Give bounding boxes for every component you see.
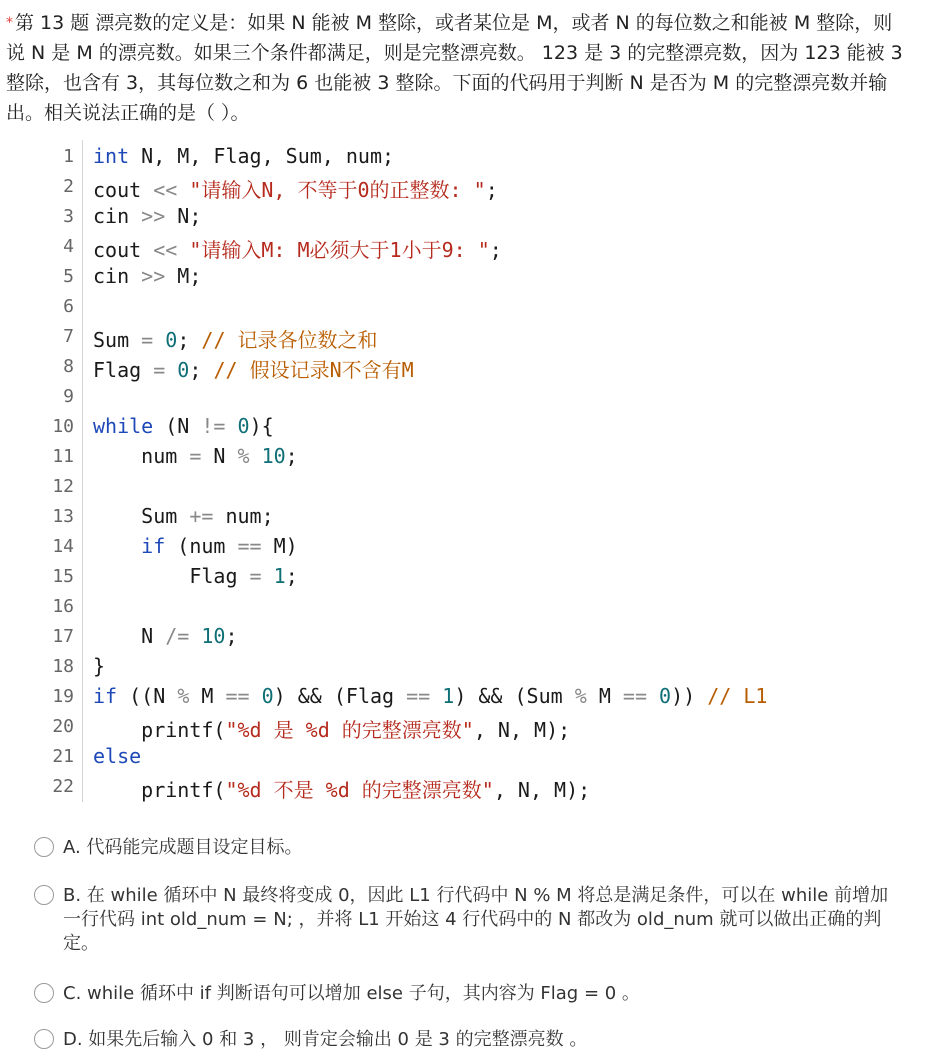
operator: >> <box>141 264 166 288</box>
code-line <box>93 174 498 203</box>
line-number: 5 <box>63 266 74 287</box>
radio-button[interactable] <box>34 1029 54 1049</box>
comment: // L1 <box>707 684 768 708</box>
line-number-gutter <box>28 140 83 802</box>
code-text: M; <box>165 264 202 288</box>
operator: << <box>153 178 178 202</box>
code-text: Sum <box>93 504 190 528</box>
number-literal: 0 <box>647 684 672 708</box>
code-text: ) && (Flag <box>273 684 407 708</box>
number-literal: 1 <box>430 684 455 708</box>
line-number: 13 <box>52 506 74 527</box>
number-literal: 0 <box>225 414 250 438</box>
string-literal: "请输入N, 不等于0的正整数: " <box>177 178 486 202</box>
question-stem <box>6 8 906 128</box>
keyword: else <box>93 744 142 768</box>
code-line <box>93 414 274 438</box>
line-number: 11 <box>52 446 74 467</box>
line-number: 1 <box>63 146 74 167</box>
number-literal: 0 <box>165 358 190 382</box>
code-text: num <box>93 444 190 468</box>
option-label: B. 在 while 循环中 N 最终将变成 0，因此 L1 行代码中 N % M 将总是满足条件，可以在 while 前增加一行代码 int old_num = N; ，并将 L1 开始这 4 行代码中的 N 都改为 old_num 就可以做出正确的判定。 <box>63 885 889 954</box>
code-text: Flag <box>93 358 154 382</box>
operator: >> <box>141 204 166 228</box>
code-text: ; <box>189 358 214 382</box>
operator: % <box>574 684 587 708</box>
code-text: (N <box>153 414 202 438</box>
operator: == <box>406 684 431 708</box>
option-label: D. 如果先后输入 0 和 3 ， 则肯定会输出 0 是 3 的完整漂亮数 。 <box>63 1029 588 1050</box>
operator: += <box>189 504 214 528</box>
operator: << <box>153 238 178 262</box>
line-number: 10 <box>52 416 74 437</box>
code-text: cout <box>93 178 154 202</box>
operator: == <box>225 684 250 708</box>
operator: = <box>153 358 166 382</box>
code-text: ((N <box>117 684 178 708</box>
option-a[interactable] <box>36 836 896 860</box>
number-literal: 10 <box>249 444 286 468</box>
code-text: Sum <box>93 328 142 352</box>
code-text: cout <box>93 238 154 262</box>
operator: % <box>177 684 190 708</box>
code-line <box>93 204 201 228</box>
code-text: M) <box>261 534 298 558</box>
line-number: 22 <box>52 776 74 797</box>
number-literal: 0 <box>153 328 178 352</box>
operator: % <box>237 444 250 468</box>
line-number: 18 <box>52 656 74 677</box>
code-text: , N, M); <box>493 778 591 802</box>
line-number: 17 <box>52 626 74 647</box>
line-number: 6 <box>63 296 74 317</box>
line-number: 4 <box>63 236 74 257</box>
option-label: A. 代码能完成题目设定目标。 <box>63 837 303 858</box>
code-line <box>93 444 298 468</box>
code-text: printf( <box>93 778 226 802</box>
line-number: 7 <box>63 326 74 347</box>
code-text: } <box>93 654 106 678</box>
line-number: 20 <box>52 716 74 737</box>
required-mark: * <box>6 15 13 31</box>
code-line <box>93 744 141 768</box>
number-literal: 10 <box>189 624 226 648</box>
radio-button[interactable] <box>34 983 54 1003</box>
string-literal: "%d 是 %d 的完整漂亮数" <box>225 718 474 742</box>
code-line <box>93 774 590 803</box>
option-b[interactable] <box>36 884 896 956</box>
code-text: , N, M); <box>473 718 571 742</box>
code-text: ){ <box>249 414 274 438</box>
option-c[interactable] <box>36 982 896 1006</box>
string-literal: "%d 不是 %d 的完整漂亮数" <box>225 778 494 802</box>
option-label: C. while 循环中 if 判断语句可以增加 else 子句，其内容为 Flag = 0 。 <box>63 983 640 1004</box>
code-line <box>93 504 274 528</box>
code-line <box>93 324 378 353</box>
operator: = <box>189 444 202 468</box>
code-line <box>93 534 298 558</box>
code-block <box>28 140 888 802</box>
operator: == <box>237 534 262 558</box>
code-text: num; <box>213 504 274 528</box>
radio-button[interactable] <box>34 837 54 857</box>
line-number: 15 <box>52 566 74 587</box>
code-line <box>93 714 570 743</box>
code-text: ; <box>285 564 298 588</box>
operator: = <box>249 564 262 588</box>
comment: // 记录各位数之和 <box>201 328 378 352</box>
question-text: 第 13 题 漂亮数的定义是：如果 N 能被 M 整除，或者某位是 M，或者 N 的每位数之和能被 M 整除，则说 N 是 M 的漂亮数。如果三个条件都满足，则是完整漂亮数。 123 是 3 的完整漂亮数，因为 123 能被 3 整除，也含有 3，其每位数之和为 6 也能被 3 整除。下面的代码用于判断 N 是否为 M 的完整漂亮数并输出。相关说法正确的是（ ）。 <box>6 12 903 124</box>
code-line <box>93 654 105 678</box>
code-text: N <box>93 624 166 648</box>
option-d[interactable] <box>36 1028 896 1052</box>
code-line <box>93 624 238 648</box>
operator: == <box>622 684 647 708</box>
code-text: N, M, Flag, Sum, num; <box>129 144 395 168</box>
code-text: Flag <box>93 564 250 588</box>
code-line <box>93 354 414 383</box>
code-text: cin <box>93 204 142 228</box>
code-text: N; <box>165 204 202 228</box>
code-text: )) <box>671 684 708 708</box>
code-text: printf( <box>93 718 226 742</box>
radio-button[interactable] <box>34 885 54 905</box>
operator: = <box>141 328 154 352</box>
number-literal: 1 <box>261 564 286 588</box>
line-number: 16 <box>52 596 74 617</box>
code-text: ; <box>485 178 498 202</box>
code-text: N <box>201 444 238 468</box>
code-text: ; <box>285 444 298 468</box>
code-line <box>93 564 298 588</box>
code-line <box>93 234 502 263</box>
line-number: 8 <box>63 356 74 377</box>
line-number: 2 <box>63 176 74 197</box>
code-text: ; <box>225 624 238 648</box>
string-literal: "请输入M: M必须大于1小于9: " <box>177 238 490 262</box>
line-number: 9 <box>63 386 74 407</box>
code-text: (num <box>165 534 238 558</box>
code-text: ; <box>177 328 202 352</box>
code-text: ; <box>489 238 502 262</box>
line-number: 3 <box>63 206 74 227</box>
code-text: cin <box>93 264 142 288</box>
keyword: if <box>93 684 118 708</box>
code-text: M <box>189 684 226 708</box>
line-number: 14 <box>52 536 74 557</box>
code-line <box>93 144 394 168</box>
code-line <box>93 684 767 708</box>
code-text: M <box>586 684 623 708</box>
code-line <box>93 264 201 288</box>
line-number: 12 <box>52 476 74 497</box>
code-text: ) && (Sum <box>454 684 575 708</box>
line-number: 21 <box>52 746 74 767</box>
operator: /= <box>165 624 190 648</box>
operator: != <box>201 414 226 438</box>
number-literal: 0 <box>249 684 274 708</box>
comment: // 假设记录N不含有M <box>213 358 414 382</box>
line-number: 19 <box>52 686 74 707</box>
keyword: if <box>93 534 166 558</box>
keyword: while <box>93 414 154 438</box>
keyword: int <box>93 144 130 168</box>
